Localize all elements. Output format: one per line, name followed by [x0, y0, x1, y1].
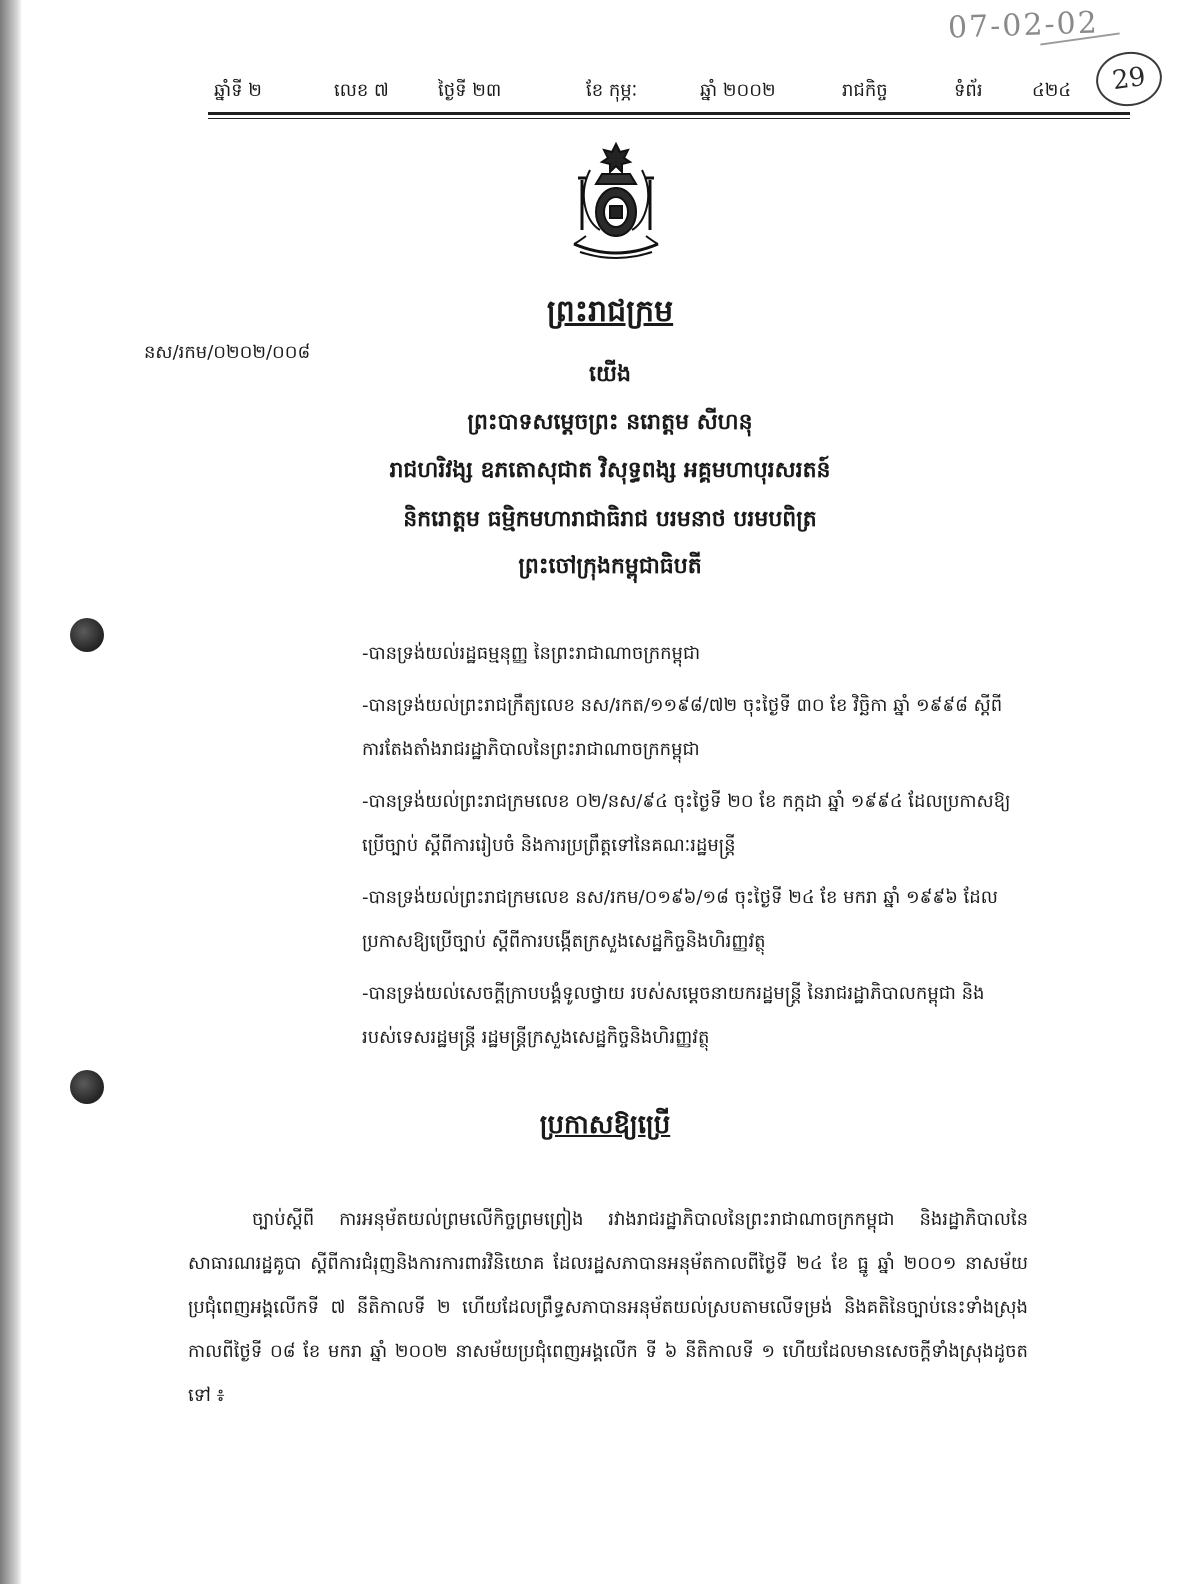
royal-title-line: និករោត្តម ធម្មិកមហារាជាធិរាជ បរមនាថ បរមបពិត្រ — [403, 507, 817, 532]
scan-binding-edge — [0, 0, 22, 1584]
header-calendar-year: ឆ្នាំ ២០០២ — [700, 80, 776, 101]
handwritten-date: 07-02-02 — [947, 5, 1100, 46]
royal-title-line: ព្រះចៅក្រុងកម្ពុជាធិបតី — [518, 554, 702, 579]
punch-hole — [70, 1070, 104, 1104]
consideration-item: -បានទ្រង់យល់ព្រះរាជក្រឹត្យលេខ នស/រកត/១១៩៨/៧២ ចុះថ្ងៃទី ៣០ ខែ វិច្ឆិកា ឆ្នាំ ១៩៩៨ ស្តីពីការតែងតាំងរាជរដ្ឋាភិបាលនៃព្រះរាជាណាចក្រកម្ពុជា — [362, 695, 1003, 760]
consideration-item: -បានទ្រង់យល់ព្រះរាជក្រមលេខ ០២/នស/៩៤ ចុះថ្ងៃទី ២០ ខែ កក្កដា ឆ្នាំ ១៩៩៤ ដែលប្រកាសឱ្យប្រើច្បាប់ ស្តីពីការរៀបចំ និងការប្រព្រឹត្តទៅនៃគណៈរដ្ឋមន្ត្រី — [362, 791, 1011, 856]
header-gazette-title: រាជកិច្ច — [842, 80, 888, 101]
header-day: ថ្ងៃទី ២៣ — [438, 80, 502, 101]
body-paragraph: ច្បាប់ស្តីពី ការអនុម័តយល់ព្រមលើកិច្ចព្រមព្រៀង រវាងរាជរដ្ឋាភិបាលនៃព្រះរាជាណាចក្រកម្ពុជា និងរដ្ឋាភិបាលនៃសាធារណរដ្ឋគូបា ស្តីពីការជំរុញនិងការការពារវិនិយោគ ដែលរដ្ឋសភាបានអនុម័តកាលពីថ្ងៃទី ២៤ ខែ ធ្នូ ឆ្នាំ ២០០១ នាសម័យប្រជុំពេញអង្គលើកទី ៧ នីតិកាលទី ២ ហើយដែលព្រឹទ្ធសភាបានអនុម័តយល់ស្របតាមលើទម្រង់ និងគតិនៃច្បាប់នេះទាំងស្រុងកាលពីថ្ងៃទី ០៨ ខែ មករា ឆ្នាំ ២០០២ នាសម័យប្រជុំពេញអង្គលើក ទី ៦ នីតិកាលទី ១ ហើយដែលមានសេចក្តីទាំងស្រុងដូចតទៅ ៖ — [188, 1209, 1028, 1406]
consideration-item: -បានទ្រង់យល់ព្រះរាជក្រមលេខ នស/រកម/០១៩៦/១៨ ចុះថ្ងៃទី ២៤ ខែ មករា ឆ្នាំ ១៩៩៦ ដែលប្រកាសឱ្យប្រើច្បាប់ ស្តីពីការបង្កើតក្រសួងសេដ្ឋកិច្ចនិងហិរញ្ញវត្ថុ — [362, 887, 998, 952]
header-year: ឆ្នាំទី ២ — [214, 80, 262, 101]
royal-title-line: ព្រះបាទសម្តេចព្រះ នរោត្តម សីហនុ — [467, 410, 753, 435]
consideration-item: -បានទ្រង់យល់សេចក្តីក្រាបបង្គំទូលថ្វាយ របស់សម្តេចនាយករដ្ឋមន្ត្រី នៃរាជរដ្ឋាភិបាលកម្ពុជា និងរបស់ទេសរដ្ឋមន្ត្រី រដ្ឋមន្ត្រីក្រសួងសេដ្ឋកិច្ចនិងហិរញ្ញវត្ថុ — [362, 983, 985, 1048]
royal-title-line: រាជហរិវង្ស ឧភតោសុជាត វិសុទ្ធពង្ស អគ្គមហាបុរសរតន៍ — [389, 458, 831, 483]
proclaim-heading: ប្រកាសឱ្យប្រើ — [539, 1110, 671, 1140]
punch-hole — [70, 618, 104, 652]
header-double-rule — [208, 112, 1130, 119]
decree-we: យើង — [589, 362, 631, 387]
header-page-number: ៤២៤ — [1032, 80, 1072, 101]
royal-coat-of-arms-icon — [560, 140, 672, 264]
consideration-item: -បានទ្រង់យល់រដ្ឋធម្មនុញ្ញ នៃព្រះរាជាណាចក្រកម្ពុជា — [362, 643, 701, 664]
circled-page-number-text: 29 — [1110, 61, 1148, 97]
decree-title: ព្រះរាជក្រម — [546, 294, 674, 329]
gazette-header — [206, 72, 1128, 104]
header-month: ខែ កុម្ភៈ — [586, 80, 638, 101]
considerations-list — [362, 632, 1014, 1068]
header-page-label: ទំព័រ — [954, 80, 983, 101]
decree-reference-number: នស/រកម/០២០២/០០៨ — [144, 342, 311, 363]
header-issue: លេខ ៧ — [334, 80, 389, 101]
